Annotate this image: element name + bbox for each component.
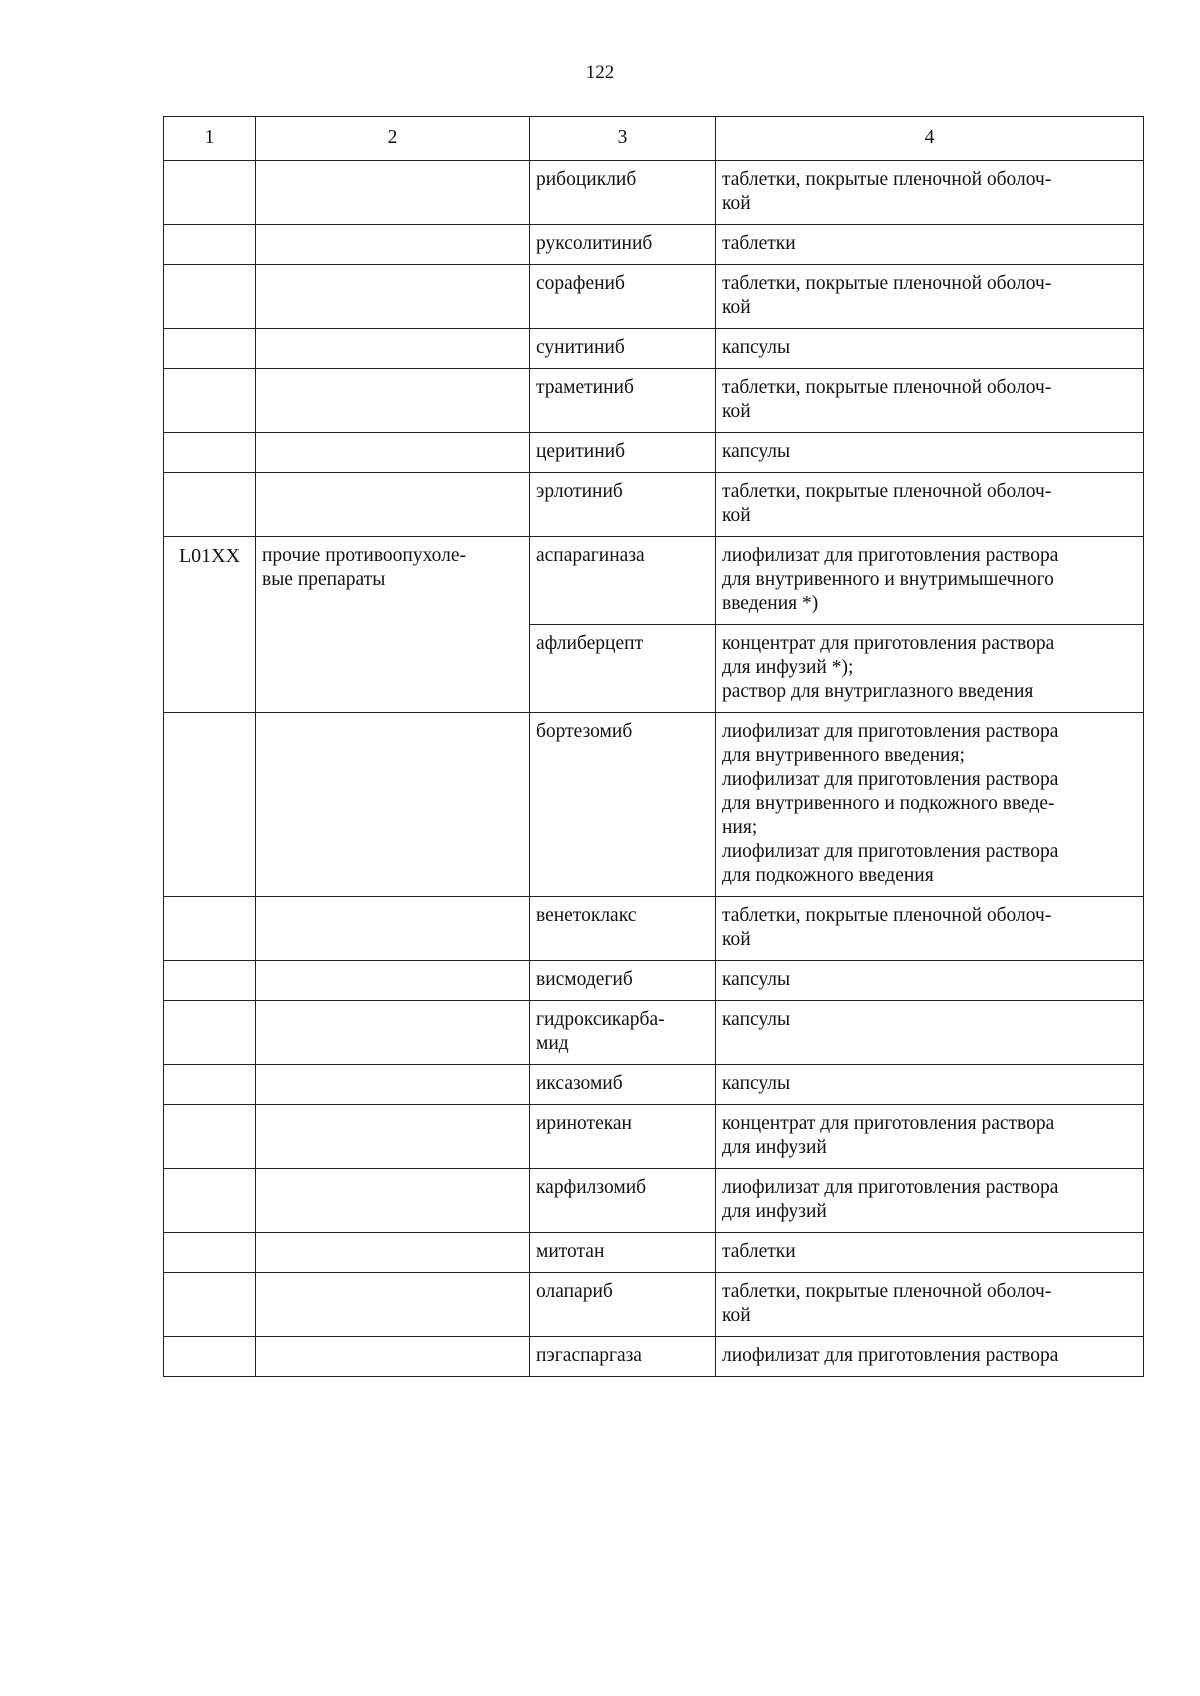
atc-code-cell (164, 1273, 256, 1337)
group-cell (256, 225, 530, 265)
drug-name-cell: траметиниб (530, 369, 716, 433)
atc-code-cell (164, 1001, 256, 1065)
group-cell (256, 329, 530, 369)
dosage-form-cell: капсулы (716, 961, 1144, 1001)
page-number: 122 (585, 62, 615, 83)
group-cell (256, 897, 530, 961)
atc-code-cell (164, 1065, 256, 1105)
drug-name-cell: висмодегиб (530, 961, 716, 1001)
atc-code-cell (164, 1169, 256, 1233)
drug-name-cell: гидроксикарба- мид (530, 1001, 716, 1065)
dosage-form-cell: таблетки, покрытые пленочной оболоч- кой (716, 1273, 1144, 1337)
drug-name-cell: эрлотиниб (530, 473, 716, 537)
group-cell (256, 1337, 530, 1377)
table-row (164, 961, 1144, 1001)
group-cell (256, 369, 530, 433)
table-row (164, 1273, 1144, 1337)
group-cell: прочие противоопухоле- вые препараты (256, 537, 530, 713)
table-row (164, 1233, 1144, 1273)
drug-name-cell: рибоциклиб (530, 161, 716, 225)
drug-name-cell: сорафениб (530, 265, 716, 329)
dosage-form-cell: капсулы (716, 433, 1144, 473)
group-cell (256, 1001, 530, 1065)
dosage-form-cell: капсулы (716, 1065, 1144, 1105)
drug-name-cell: венетоклакс (530, 897, 716, 961)
medication-table (163, 116, 1144, 1377)
table-row (164, 433, 1144, 473)
dosage-form-cell: концентрат для приготовления раствора для инфузий *); раствор для внутриглазного введения (716, 625, 1144, 713)
dosage-form-cell: концентрат для приготовления раствора для инфузий (716, 1105, 1144, 1169)
atc-code-cell (164, 161, 256, 225)
table-header-row (164, 117, 1144, 161)
atc-code-cell: L01XX (164, 537, 256, 713)
atc-code-cell (164, 897, 256, 961)
drug-name-cell: пэгаспаргаза (530, 1337, 716, 1377)
group-cell (256, 713, 530, 897)
group-cell (256, 1065, 530, 1105)
table-row (164, 161, 1144, 225)
atc-code-cell (164, 1337, 256, 1377)
atc-code-cell (164, 961, 256, 1001)
dosage-form-cell: лиофилизат для приготовления раствора (716, 1337, 1144, 1377)
atc-code-cell (164, 473, 256, 537)
group-cell (256, 1233, 530, 1273)
atc-code-cell (164, 713, 256, 897)
dosage-form-cell: лиофилизат для приготовления раствора для внутривенного введения; лиофилизат для приготовления раствора для внутривенного и подкожного введе- ния; лиофилизат для приготовления раствора для подкожного введения (716, 713, 1144, 897)
atc-code-cell (164, 329, 256, 369)
dosage-form-cell: таблетки, покрытые пленочной оболоч- кой (716, 369, 1144, 433)
column-header-3: 3 (530, 117, 716, 161)
drug-name-cell: руксолитиниб (530, 225, 716, 265)
drug-name-cell: аспарагиназа (530, 537, 716, 625)
column-header-2: 2 (256, 117, 530, 161)
drug-name-cell: иринотекан (530, 1105, 716, 1169)
table-row (164, 537, 1144, 625)
drug-name-cell: бортезомиб (530, 713, 716, 897)
drug-name-cell: афлиберцепт (530, 625, 716, 713)
table-row (164, 225, 1144, 265)
atc-code-cell (164, 1105, 256, 1169)
dosage-form-cell: капсулы (716, 329, 1144, 369)
drug-name-cell: карфилзомиб (530, 1169, 716, 1233)
dosage-form-cell: таблетки, покрытые пленочной оболоч- кой (716, 473, 1144, 537)
drug-name-cell: сунитиниб (530, 329, 716, 369)
group-cell (256, 1273, 530, 1337)
table-row (164, 713, 1144, 897)
group-cell (256, 1169, 530, 1233)
drug-name-cell: олапариб (530, 1273, 716, 1337)
drug-name-cell: митотан (530, 1233, 716, 1273)
column-header-1: 1 (164, 117, 256, 161)
drug-name-cell: иксазомиб (530, 1065, 716, 1105)
table-row (164, 897, 1144, 961)
group-cell (256, 161, 530, 225)
group-cell (256, 473, 530, 537)
column-header-4: 4 (716, 117, 1144, 161)
dosage-form-cell: лиофилизат для приготовления раствора для инфузий (716, 1169, 1144, 1233)
group-cell (256, 961, 530, 1001)
table-row (164, 1169, 1144, 1233)
dosage-form-cell: таблетки, покрытые пленочной оболоч- кой (716, 265, 1144, 329)
table-row (164, 1065, 1144, 1105)
dosage-form-cell: таблетки, покрытые пленочной оболоч- кой (716, 161, 1144, 225)
atc-code-cell (164, 225, 256, 265)
table-row (164, 1105, 1144, 1169)
table-row (164, 473, 1144, 537)
table-row (164, 1001, 1144, 1065)
table-row (164, 265, 1144, 329)
group-cell (256, 265, 530, 329)
table-row (164, 369, 1144, 433)
atc-code-cell (164, 369, 256, 433)
atc-code-cell (164, 1233, 256, 1273)
atc-code-cell (164, 433, 256, 473)
dosage-form-cell: капсулы (716, 1001, 1144, 1065)
group-cell (256, 433, 530, 473)
dosage-form-cell: таблетки (716, 1233, 1144, 1273)
dosage-form-cell: таблетки (716, 225, 1144, 265)
dosage-form-cell: таблетки, покрытые пленочной оболоч- кой (716, 897, 1144, 961)
table-row (164, 329, 1144, 369)
table-row (164, 1337, 1144, 1377)
group-cell (256, 1105, 530, 1169)
dosage-form-cell: лиофилизат для приготовления раствора для внутривенного и внутримышечного введения *) (716, 537, 1144, 625)
drug-name-cell: церитиниб (530, 433, 716, 473)
atc-code-cell (164, 265, 256, 329)
